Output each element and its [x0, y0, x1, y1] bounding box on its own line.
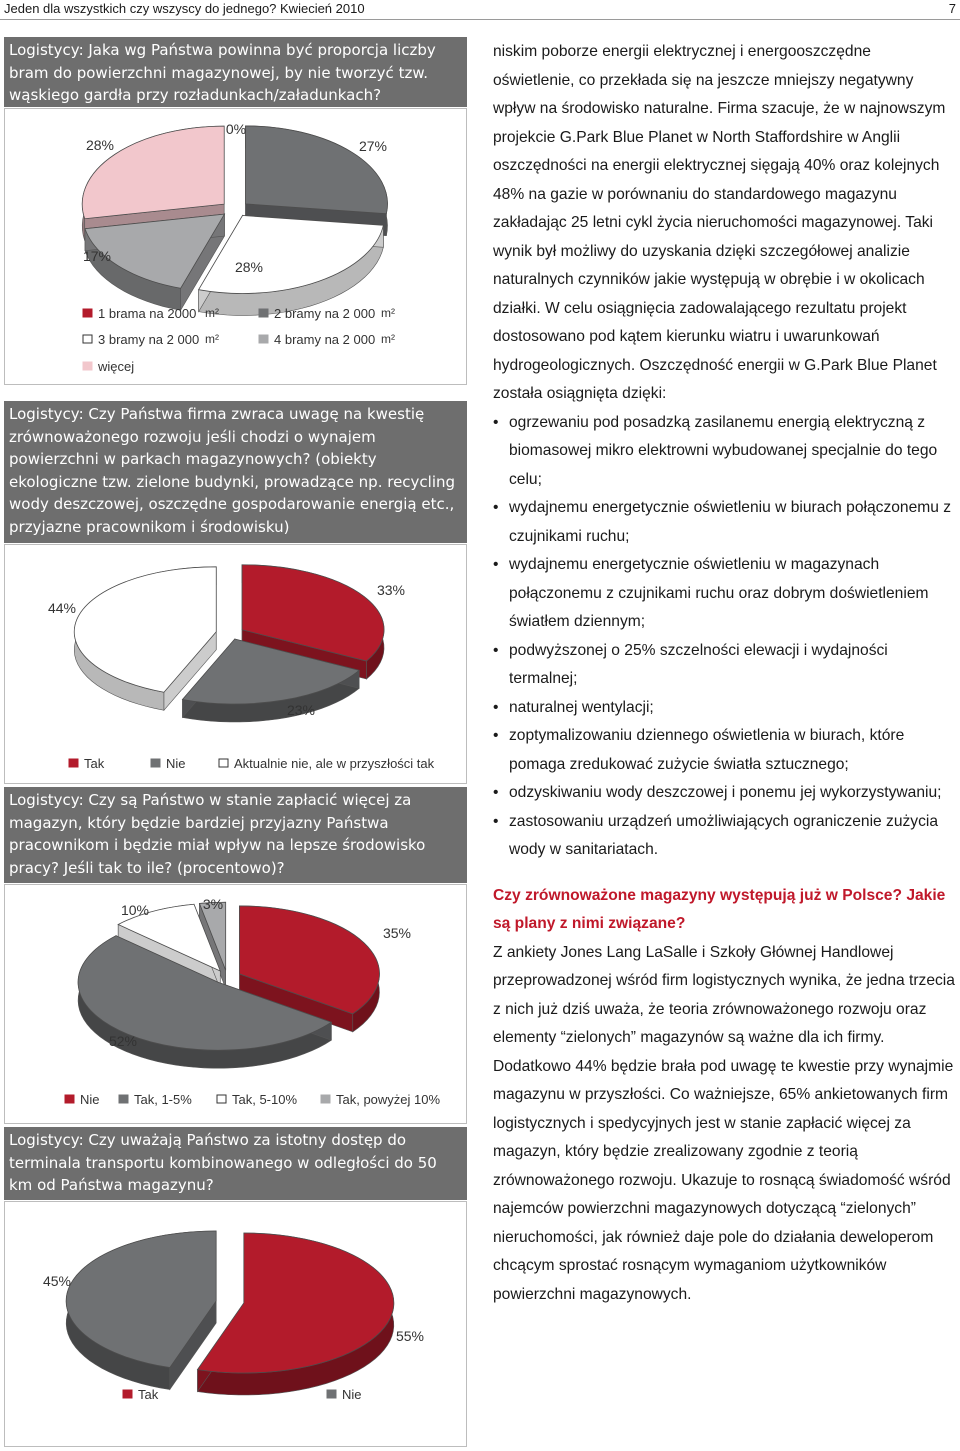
question-box-sustainability [4, 401, 467, 543]
legend-item [69, 756, 105, 771]
legend-label: 4 bramy na 2 000 [274, 332, 376, 347]
list-item: • zoptymalizowaniu dziennego oświetlenia w biurach, które pomaga zredukować zużycie światła sztucznego; [493, 722, 955, 779]
data-label: 33% [376, 582, 406, 598]
question-gates-text: Logistycy: Jaka wg Państwa powinna być proporcja liczby bram do powierzchni magazynowej, by nie tworzyć tzw. wąskiego gardła przy rozładunkach/załadunkach? [9, 41, 436, 104]
legend-item [327, 1387, 362, 1402]
legend-label: Nie [342, 1387, 362, 1402]
data-label: 44% [47, 600, 77, 616]
legend-swatch [69, 759, 78, 767]
legend-label: więcej [98, 359, 135, 374]
pie-chart-sustainability [5, 545, 466, 783]
legend-swatch [119, 1095, 128, 1103]
legend-label: Tak, powyżej 10% [336, 1092, 441, 1107]
list-item: • odzyskiwaniu wody deszczowej i ponemu jej wykorzystywaniu; [493, 779, 955, 808]
legend-item [259, 306, 395, 321]
list-item: • wydajnemu energetycznie oświetleniu w biurach połączonemu z czujnikami ruchu; [493, 494, 955, 551]
page-number: 7 [948, 1, 956, 16]
data-label: 10% [120, 902, 150, 918]
legend-label: 2 bramy na 2 000 [274, 306, 376, 321]
pie-chart-pay-more [5, 885, 466, 1123]
legend-swatch [83, 362, 92, 370]
section-heading: Czy zrównoważone magazyny występują już w Polsce? Jakie są plany z nimi związane? [493, 886, 946, 932]
legend-unit: m² [205, 306, 219, 320]
question-box-gates [4, 37, 467, 107]
legend-item [65, 1092, 100, 1107]
legend-swatch [123, 1390, 132, 1398]
legend-swatch [83, 335, 92, 343]
legend-item [219, 756, 435, 771]
article-column [493, 38, 955, 1309]
list-item: • podwyższonej o 25% szczelności elewacji i wydajności termalnej; [493, 637, 955, 694]
list-item: • ogrzewaniu pod posadzką zasilanemu energią elektryczną z biomasowej mikro elektrowni wybudowanej specjalnie do tego celu; [493, 409, 955, 495]
pie-chart-gates [5, 109, 466, 384]
chart-panel-gates [4, 108, 467, 385]
legend-swatch [65, 1095, 74, 1103]
legend-item [217, 1092, 297, 1107]
legend-label: Tak [84, 756, 105, 771]
data-label: 55% [395, 1328, 425, 1344]
data-label: 45% [42, 1273, 72, 1289]
data-label: 52% [108, 1033, 138, 1049]
legend-label: Nie [80, 1092, 100, 1107]
question-terminal-text: Logistycy: Czy uważają Państwo za istotny dostęp do terminala transportu kombinowanego w odległości do 50 km od Państwa magazynu? [9, 1131, 437, 1194]
legend-label: Tak [138, 1387, 159, 1402]
question-box-terminal [4, 1127, 467, 1200]
question-sustainability-text: Logistycy: Czy Państwa firma zwraca uwagę na kwestię zrównoważonego rozwoju jeśli chodzi o wynajem powierzchni w parkach magazynowych? (obiekty ekologiczne tzw. zielone budynki, prowadzące np. recycling wody deszczowej, oszczędne gospodarowanie energią etc., przyjazne pracownikom i środowisku) [9, 405, 456, 536]
legend-label: 3 bramy na 2 000 [98, 332, 200, 347]
list-item: • naturalnej wentylacji; [493, 694, 955, 723]
article-intro: niskim poborze energii elektrycznej i energooszczędne oświetlenie, co przekłada się na jeszcze mniejszy negatywny wpływ na środowisko naturalne. Firma szacuje, że w najnowszym projekcie G.Park Blue Planet w North Staffordshire w Anglii oszczędności na energii elektrycznej sięgają 40% oraz kolejnych 48% na gazie w porównaniu do standardowego magazynu zakładając 25 letni cykl życia nieruchomości magazynowej. Taki wynik był możliwy do uzyskania dzięki szczegółowej analizie naturalnych czynników jakie występują w obrębie i w okolicach działki. W celu osiągnięcia zadowalającego rezultatu projekt dostosowano pod kątem kierunku wiatru i uwarunkowań hydrogeologicznych. Oszczędność energii w G.Park Blue Planet została osiągnięta dzięki: [493, 43, 946, 402]
legend-label: Tak, 1-5% [134, 1092, 192, 1107]
legend-unit: m² [205, 332, 219, 346]
legend-item [83, 359, 134, 374]
data-label: 0% [225, 121, 247, 137]
legend-item [119, 1092, 192, 1107]
data-label: 3% [202, 896, 224, 912]
legend-label: 1 brama na 2000 [98, 306, 197, 321]
page-header [0, 0, 960, 20]
legend-item [321, 1092, 440, 1107]
legend-unit: m² [381, 306, 395, 320]
header-title: Jeden dla wszystkich czy wszyscy do jednego? Kwiecień 2010 [4, 1, 365, 16]
chart-panel-pay-more [4, 884, 467, 1124]
question-pay-more-text: Logistycy: Czy są Państwo w stanie zapłacić więcej za magazyn, który będzie bardziej przyjazny Państwa pracownikom i będzie miał wpływ na lepsze środowisko pracy? Jeśli tak to ile? (procentowo)? [9, 791, 426, 877]
data-label: 28% [85, 137, 115, 153]
chart-panel-terminal [4, 1201, 467, 1447]
legend-swatch [151, 759, 160, 767]
data-label: 17% [82, 248, 112, 264]
list-item: • wydajnemu energetycznie oświetleniu w magazynach połączonemu z czujnikami ruchu oraz dobrym doświetleniem światłem dziennym; [493, 551, 955, 637]
legend-label: Nie [166, 756, 186, 771]
legend-label: Tak, 5-10% [232, 1092, 298, 1107]
legend-item [151, 756, 186, 771]
legend-item [83, 332, 219, 347]
legend-swatch [259, 309, 268, 317]
list-item: • zastosowaniu urządzeń umożliwiających ograniczenie zużycia wody w sanitariatach. [493, 808, 955, 865]
chart-panel-sustainability [4, 544, 467, 784]
legend-swatch [217, 1095, 226, 1103]
legend-unit: m² [381, 332, 395, 346]
legend-swatch [83, 309, 92, 317]
legend-label: Aktualnie nie, ale w przyszłości tak [234, 756, 435, 771]
legend-item [259, 332, 395, 347]
legend-swatch [259, 335, 268, 343]
article-body: Z ankiety Jones Lang LaSalle i Szkoły Głównej Handlowej przeprowadzonej wśród firm logistycznych wynika, że jedna trzecia z nich już dziś uważa, że teoria zrównoważonego rozwoju oraz elementy “zielonych” magazynów są ważne dla ich firmy. Dodatkowo 44% będzie brała pod uwagę te kwestie przy wynajmie magazynu w przyszłości. Co ważniejsze, 65% ankietowanych firm logistycznych i spedycyjnych jest w stanie zapłacić więcej za magazyn, który będzie zrealizowany zgodnie z teorią zrównoważonego rozwoju. Ukazuje to rosnącą świadomość wśród najemców powierzchni magazynowych dotyczącą “zielonych” nieruchomości, jak również daje pole do działania deweloperom chcącym sprostać rosnącym wymaganiom użytkowników powierzchni magazynowych. [493, 943, 955, 1303]
data-label: 27% [358, 138, 388, 154]
benefits-list [493, 409, 955, 865]
data-label: 35% [382, 925, 412, 941]
pie-chart-terminal [5, 1202, 466, 1446]
legend-swatch [219, 759, 228, 767]
data-label: 23% [286, 702, 316, 718]
legend-swatch [327, 1390, 336, 1398]
data-label: 28% [234, 259, 264, 275]
question-box-pay-more [4, 787, 467, 883]
legend-item [123, 1387, 159, 1402]
legend-swatch [321, 1095, 330, 1103]
